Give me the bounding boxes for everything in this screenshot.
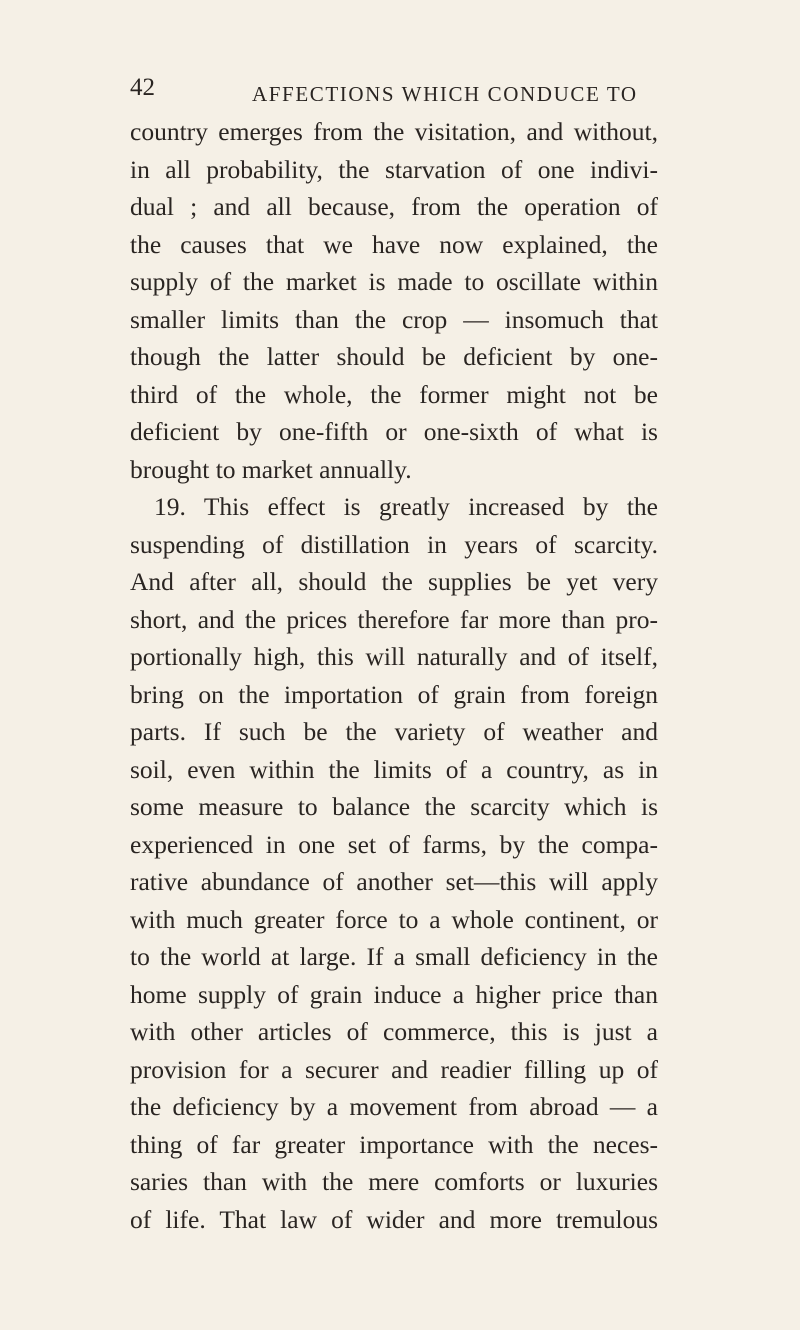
text-line: though the latter should be deficient by one- [130, 342, 658, 371]
text-line: with much greater force to a whole continent, or [130, 904, 658, 934]
text-line: deficient by one-fifth or one-sixth of what is [130, 417, 658, 446]
text-line: parts. If such be the variety of weather and [130, 717, 658, 746]
text-line: country emerges from the visitation, and without, [130, 117, 658, 146]
text-line: bring on the importation of grain from foreign [130, 679, 658, 709]
text-line: thing of far greater importance with the neces- [130, 1129, 658, 1159]
text-line: of life. That law of wider and more tremulous [130, 1204, 658, 1234]
text-line: to the world at large. If a small deficiency in the [130, 942, 658, 971]
text-line: supply of the market is made to oscillate within [130, 267, 658, 296]
text-line: And after all, should the supplies be yet very [130, 567, 658, 596]
text-line: short, and the prices therefore far more than pro- [130, 604, 658, 634]
body-text [130, 113, 658, 1238]
text-line: suspending of distillation in years of scarcity. [130, 529, 658, 559]
paragraph-start-line: 19. This effect is greatly increased by the [154, 492, 658, 521]
text-line: saries than with the mere comforts or luxuries [130, 1167, 658, 1196]
text-line: soil, even within the limits of a country, as in [130, 754, 658, 784]
text-line: provision for a securer and readier filling up of [130, 1054, 658, 1084]
text-line: dual ; and all because, from the operation of [130, 192, 658, 221]
text-line: home supply of grain induce a higher price than [130, 979, 658, 1009]
text-line: the causes that we have now explained, the [130, 229, 658, 259]
text-line: in all probability, the starvation of one indivi- [130, 154, 658, 184]
text-line: the deficiency by a movement from abroad — a [130, 1092, 658, 1121]
text-line: rative abundance of another set—this will apply [130, 867, 658, 896]
text-line: third of the whole, the former might not be [130, 379, 658, 409]
text-line: portionally high, this will naturally and of itself, [130, 642, 658, 671]
text-line: brought to market annually. [130, 454, 412, 484]
text-line: with other articles of commerce, this is just a [130, 1017, 658, 1046]
text-line: some measure to balance the scarcity which is [130, 792, 658, 821]
page-header [0, 74, 800, 114]
text-line: smaller limits than the crop — insomuch that [130, 304, 658, 334]
text-line: experienced in one set of farms, by the compa- [130, 829, 658, 859]
running-head: AFFECTIONS WHICH CONDUCE TO [252, 82, 638, 106]
page-number: 42 [130, 74, 155, 101]
